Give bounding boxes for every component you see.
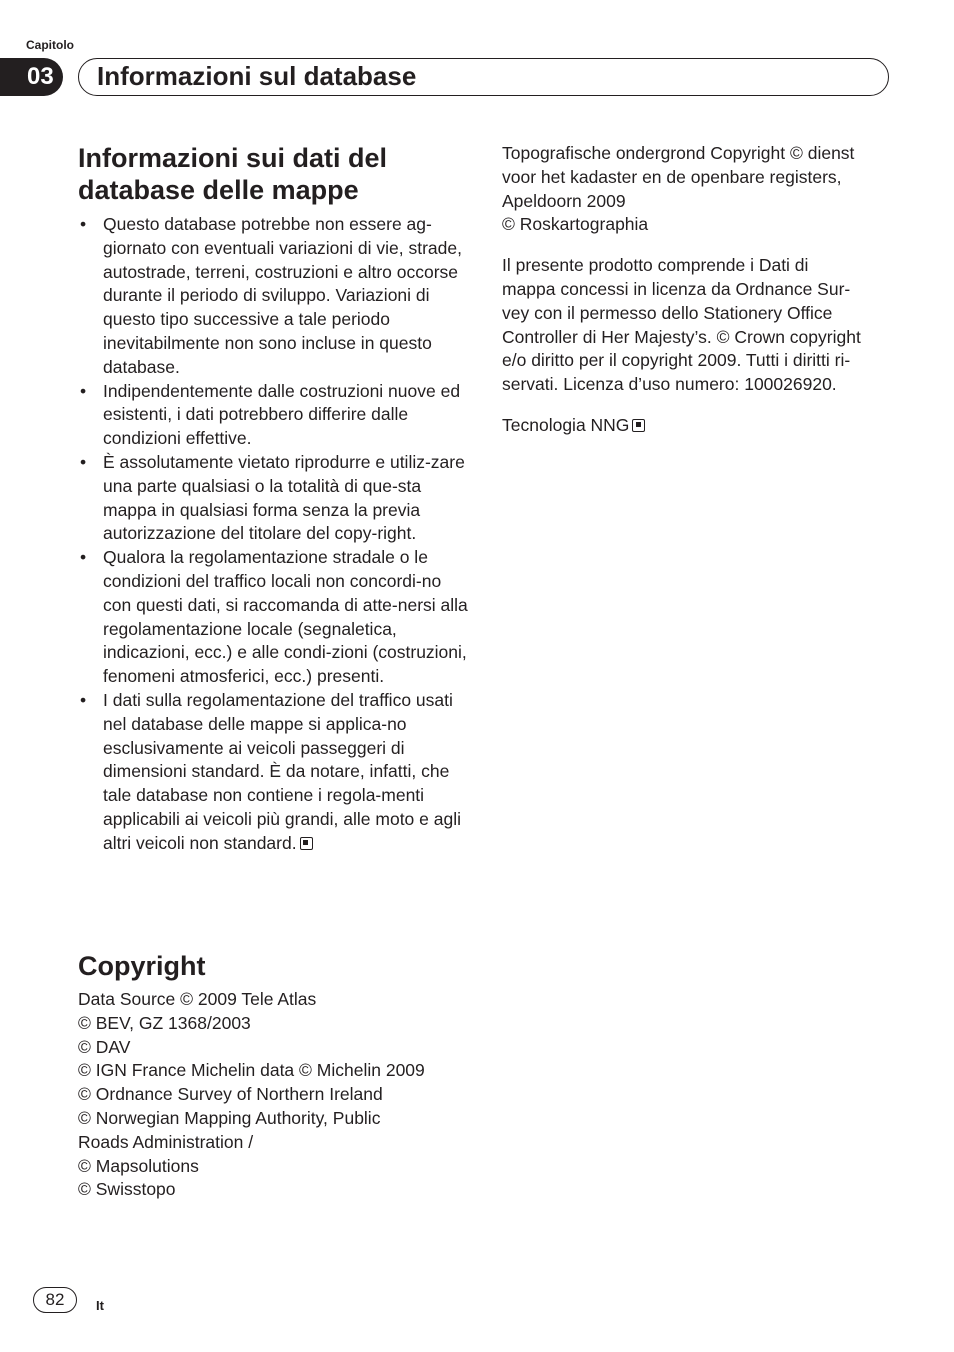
page-number: 82	[33, 1287, 77, 1313]
technology-text: Tecnologia NNG	[502, 414, 630, 435]
chapter-label: Capitolo	[26, 38, 74, 52]
section-title-line-2: database delle mappe	[78, 175, 359, 205]
left-column-bullets	[78, 213, 468, 856]
bullet-item	[78, 689, 468, 856]
copyright-line: © Swisstopo	[78, 1179, 176, 1200]
paragraph-line: e/o diritto per il copyright 2009. Tutti i diritti ri-	[502, 350, 851, 371]
copyright-line: © Ordnance Survey of Northern Ireland	[78, 1084, 383, 1105]
bullet-text: È assolutamente vietato riprodurre e utiliz-zare una parte qualsiasi o la totalità di que-sta mappa in qualsiasi forma senza la previa autorizzazione del titolare del copy-right.	[103, 451, 465, 544]
end-of-section-icon	[300, 837, 313, 850]
bullet-text: Questo database potrebbe non essere ag-giornato con eventuali variazioni di vie, strade, autostrade, terreni, costruzioni e altro occorse durante il periodo di sviluppo. Variazioni di questo tipo successive a tale periodo inevitabilmente non sono incluse in questo database.	[103, 214, 462, 377]
chapter-number-tab: 03	[0, 58, 63, 96]
section-title-line-1: Informazioni sui dati del	[78, 143, 388, 173]
paragraph-line: vey con il permesso dello Stationery Office	[502, 302, 833, 323]
copyright-list	[78, 988, 478, 1202]
copyright-line: © BEV, GZ 1368/2003	[78, 1012, 251, 1033]
section-title-copyright: Copyright	[78, 951, 206, 981]
copyright-line: © DAV	[78, 1036, 131, 1057]
copyright-line: © IGN France Michelin data © Michelin 2009	[78, 1060, 425, 1081]
paragraph-line: Controller di Her Majesty’s. © Crown copyright	[502, 326, 861, 347]
paragraph-line	[502, 414, 902, 438]
section-title-map-data	[78, 142, 387, 206]
paragraph-line: Topografische ondergrond Copyright © dienst	[502, 143, 855, 163]
chapter-title-bar	[78, 58, 889, 96]
copyright-line: Roads Administration /	[78, 1131, 254, 1152]
copyright-line: © Norwegian Mapping Authority, Public	[78, 1107, 381, 1128]
paragraph-line: © Roskartographia	[502, 214, 649, 235]
right-column	[502, 142, 902, 438]
paragraph-line: Il presente prodotto comprende i Dati di	[502, 255, 809, 276]
bullet-list	[78, 213, 468, 856]
language-code: It	[96, 1298, 104, 1313]
paragraph-line: Apeldoorn 2009	[502, 190, 626, 211]
bullet-text: Indipendentemente dalle costruzioni nuove ed esistenti, i dati potrebbero differire dalle condizioni effettive.	[103, 380, 461, 449]
bullet-item	[78, 213, 468, 380]
paragraph-line: voor het kadaster en de openbare registers,	[502, 166, 842, 187]
bullet-item	[78, 380, 468, 451]
paragraph-line: servati. Licenza d’uso numero: 100026920.	[502, 374, 837, 395]
paragraph-line: mappa concessi in licenza da Ordnance Sur-	[502, 278, 851, 299]
end-of-section-icon	[632, 419, 645, 432]
copyright-line: Data Source © 2009 Tele Atlas	[78, 989, 317, 1009]
copyright-line: © Mapsolutions	[78, 1155, 199, 1176]
chapter-title: Informazioni sul database	[97, 61, 417, 91]
bullet-item	[78, 451, 468, 546]
bullet-text: I dati sulla regolamentazione del traffico usati nel database delle mappe si applica-no esclusivamente ai veicoli passeggeri di dimensioni standard. È da notare, infatti, che tale database non contiene i regola-menti applicabili ai veicoli più grandi, alle moto e agli altri veicoli non standard.	[103, 689, 461, 853]
bullet-text: Qualora la regolamentazione stradale o le condizioni del traffico locali non concordi-no con questi dati, si raccomanda di atte-nersi alla regolamentazione locale (segnaletica, indicazioni, ecc.) e alle condi-zioni (costruzioni, fenomeni atmosferici, ecc.) presenti.	[103, 547, 468, 687]
bullet-item	[78, 546, 468, 689]
